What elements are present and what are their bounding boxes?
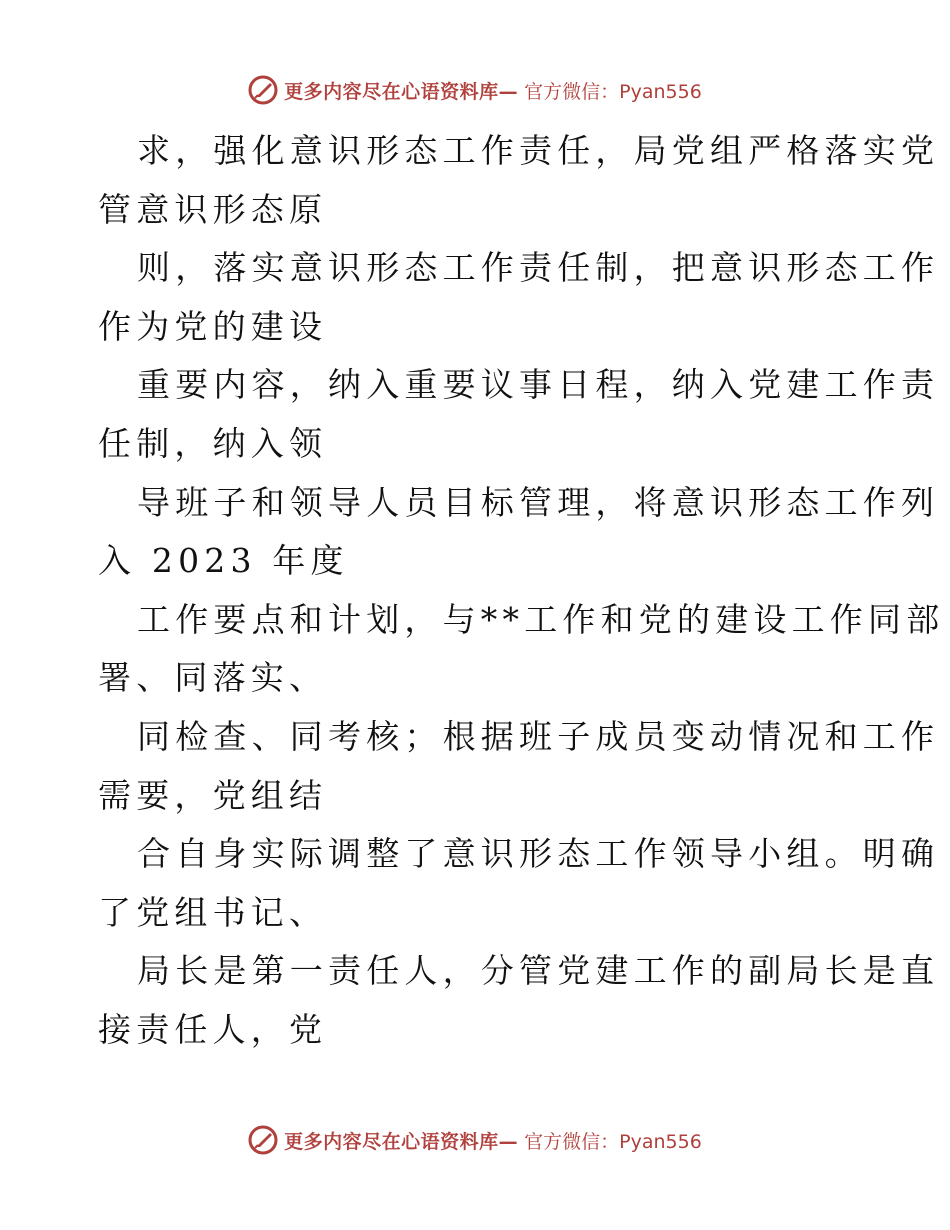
header-banner-contact: 官方微信：Pyan556 xyxy=(524,80,702,103)
text-line: 接责任人，党 xyxy=(98,1009,328,1049)
text-line: 求，强化意识形态工作责任，局党组严格落实党 xyxy=(137,131,940,170)
text-line: 了党组书记、 xyxy=(98,892,328,932)
text-line: 重要内容，纳入重要议事日程，纳入党建工作责 xyxy=(137,365,940,405)
text-line: 任制，纳入领 xyxy=(98,423,328,463)
text-line: 作为党的建设 xyxy=(98,306,328,346)
header-banner xyxy=(0,72,950,108)
text-line: 署、同落实、 xyxy=(98,658,328,698)
text-line: 则，落实意识形态工作责任制，把意识形态工作 xyxy=(137,248,940,288)
text-line: 合自身实际调整了意识形态工作领导小组。明确 xyxy=(137,834,940,874)
text-line: 入 2023 年度 xyxy=(98,541,349,581)
text-line: 局长是第一责任人，分管党建工作的副局长是直 xyxy=(137,951,940,991)
red-feather-pen-logo-icon xyxy=(248,1125,278,1155)
text-line: 工作要点和计划，与**工作和党的建设工作同部 xyxy=(137,599,945,639)
footer-banner-contact: 官方微信：Pyan556 xyxy=(524,1130,702,1153)
text-line: 需要，党组结 xyxy=(98,775,328,815)
text-line: 管意识形态原 xyxy=(98,189,328,229)
red-feather-pen-logo-icon xyxy=(248,75,278,105)
header-banner-title: 更多内容尽在心语资料库— xyxy=(284,80,519,103)
footer-banner-title: 更多内容尽在心语资料库— xyxy=(284,1130,519,1153)
footer-banner xyxy=(0,1122,950,1158)
document-body xyxy=(98,122,945,1060)
text-line: 导班子和领导人员目标管理，将意识形态工作列 xyxy=(137,482,940,522)
text-line: 同检查、同考核；根据班子成员变动情况和工作 xyxy=(137,716,940,756)
